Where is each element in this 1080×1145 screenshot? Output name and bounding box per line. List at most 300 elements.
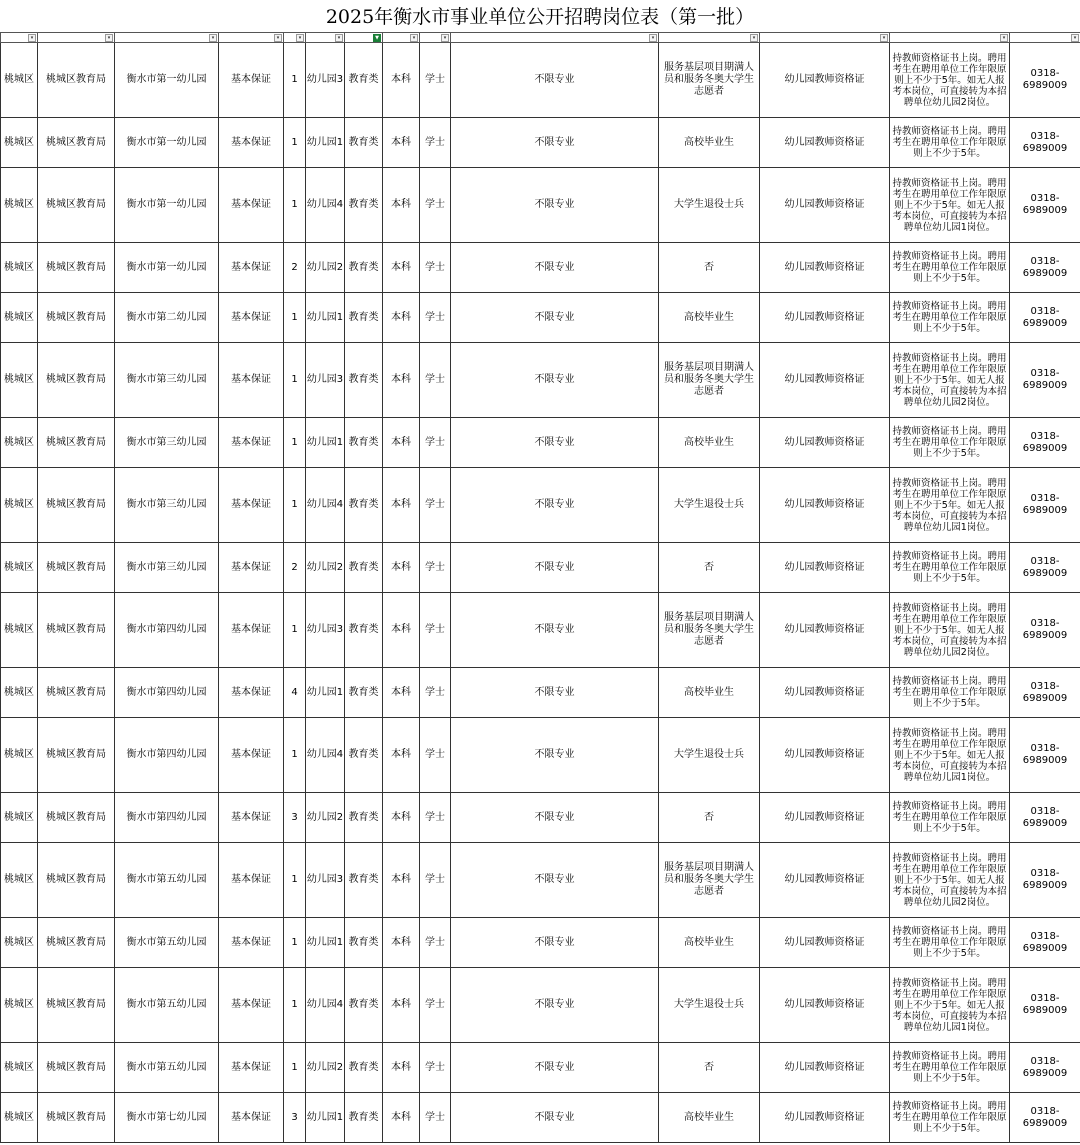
department-cell[interactable]: 桃城区教育局 bbox=[38, 718, 115, 793]
chevron-down-icon[interactable]: ▾ bbox=[1071, 34, 1079, 42]
post-cell[interactable]: 幼儿园1 bbox=[306, 418, 345, 468]
department-cell[interactable]: 桃城区教育局 bbox=[38, 468, 115, 543]
chevron-down-icon[interactable]: ▾ bbox=[296, 34, 304, 42]
certificate-cell[interactable]: 幼儿园教师资格证 bbox=[760, 168, 890, 243]
post-cell[interactable]: 幼儿园3 bbox=[306, 43, 345, 118]
phone-cell[interactable]: 0318-6989009 bbox=[1010, 968, 1080, 1043]
table-row bbox=[1, 593, 1080, 668]
table-row bbox=[1, 918, 1080, 968]
funding-cell[interactable]: 基本保证 bbox=[219, 468, 284, 543]
certificate-cell[interactable]: 幼儿园教师资格证 bbox=[760, 968, 890, 1043]
note-cell[interactable]: 持教师资格证书上岗。聘用考生在聘用单位工作年限原则上不少于5年。如无人报考本岗位，可直接转为本招聘单位幼儿园2岗位。 bbox=[890, 43, 1010, 118]
major-cell[interactable]: 不限专业 bbox=[451, 1093, 659, 1143]
district-cell[interactable]: 桃城区 bbox=[1, 1093, 38, 1143]
funding-cell[interactable]: 基本保证 bbox=[219, 343, 284, 418]
filter-cell bbox=[284, 33, 306, 43]
post-cell[interactable]: 幼儿园2 bbox=[306, 543, 345, 593]
funding-cell[interactable]: 基本保证 bbox=[219, 418, 284, 468]
chevron-down-icon[interactable]: ▾ bbox=[105, 34, 113, 42]
filter-cell bbox=[345, 33, 383, 43]
filter-cell bbox=[1, 33, 38, 43]
note-cell[interactable]: 持教师资格证书上岗。聘用考生在聘用单位工作年限原则上不少于5年。如无人报考本岗位，可直接转为本招聘单位幼儿园1岗位。 bbox=[890, 468, 1010, 543]
category-cell[interactable]: 教育类 bbox=[345, 168, 383, 243]
post-cell[interactable]: 幼儿园1 bbox=[306, 1093, 345, 1143]
department-cell[interactable]: 桃城区教育局 bbox=[38, 43, 115, 118]
phone-cell[interactable]: 0318-6989009 bbox=[1010, 168, 1080, 243]
table-row bbox=[1, 968, 1080, 1043]
unit-cell[interactable]: 衡水市第五幼儿园 bbox=[115, 968, 219, 1043]
chevron-down-icon[interactable]: ▾ bbox=[750, 34, 758, 42]
job-table bbox=[0, 32, 1080, 1143]
table-row bbox=[1, 43, 1080, 118]
education-cell[interactable]: 本科 bbox=[383, 843, 420, 918]
major-cell[interactable]: 不限专业 bbox=[451, 793, 659, 843]
post-cell[interactable]: 幼儿园1 bbox=[306, 293, 345, 343]
unit-cell[interactable]: 衡水市第三幼儿园 bbox=[115, 468, 219, 543]
table-row bbox=[1, 1093, 1080, 1143]
preference-cell[interactable]: 高校毕业生 bbox=[659, 118, 760, 168]
department-cell[interactable]: 桃城区教育局 bbox=[38, 243, 115, 293]
category-cell[interactable]: 教育类 bbox=[345, 1043, 383, 1093]
education-cell[interactable]: 本科 bbox=[383, 718, 420, 793]
department-cell[interactable]: 桃城区教育局 bbox=[38, 1043, 115, 1093]
degree-cell[interactable]: 学士 bbox=[420, 468, 451, 543]
degree-cell[interactable]: 学士 bbox=[420, 1043, 451, 1093]
funding-cell[interactable]: 基本保证 bbox=[219, 793, 284, 843]
count-cell[interactable]: 1 bbox=[284, 118, 306, 168]
certificate-cell[interactable]: 幼儿园教师资格证 bbox=[760, 918, 890, 968]
unit-cell[interactable]: 衡水市第一幼儿园 bbox=[115, 243, 219, 293]
education-cell[interactable]: 本科 bbox=[383, 418, 420, 468]
district-cell[interactable]: 桃城区 bbox=[1, 793, 38, 843]
education-cell[interactable]: 本科 bbox=[383, 918, 420, 968]
certificate-cell[interactable]: 幼儿园教师资格证 bbox=[760, 593, 890, 668]
post-cell[interactable]: 幼儿园3 bbox=[306, 593, 345, 668]
count-cell[interactable]: 1 bbox=[284, 293, 306, 343]
education-cell[interactable]: 本科 bbox=[383, 793, 420, 843]
major-cell[interactable]: 不限专业 bbox=[451, 1043, 659, 1093]
table-row bbox=[1, 168, 1080, 243]
district-cell[interactable]: 桃城区 bbox=[1, 843, 38, 918]
degree-cell[interactable]: 学士 bbox=[420, 793, 451, 843]
education-cell[interactable]: 本科 bbox=[383, 468, 420, 543]
funding-cell[interactable]: 基本保证 bbox=[219, 668, 284, 718]
department-cell[interactable]: 桃城区教育局 bbox=[38, 293, 115, 343]
education-cell[interactable]: 本科 bbox=[383, 168, 420, 243]
major-cell[interactable]: 不限专业 bbox=[451, 918, 659, 968]
education-cell[interactable]: 本科 bbox=[383, 1093, 420, 1143]
filter-cell bbox=[115, 33, 219, 43]
unit-cell[interactable]: 衡水市第一幼儿园 bbox=[115, 168, 219, 243]
phone-cell[interactable]: 0318-6989009 bbox=[1010, 43, 1080, 118]
chevron-down-icon[interactable]: ▾ bbox=[274, 34, 282, 42]
certificate-cell[interactable]: 幼儿园教师资格证 bbox=[760, 293, 890, 343]
unit-cell[interactable]: 衡水市第三幼儿园 bbox=[115, 343, 219, 418]
preference-cell[interactable]: 否 bbox=[659, 1043, 760, 1093]
education-cell[interactable]: 本科 bbox=[383, 1043, 420, 1093]
note-cell[interactable]: 持教师资格证书上岗。聘用考生在聘用单位工作年限原则上不少于5年。如无人报考本岗位，可直接转为本招聘单位幼儿园2岗位。 bbox=[890, 343, 1010, 418]
phone-cell[interactable]: 0318-6989009 bbox=[1010, 343, 1080, 418]
note-cell[interactable]: 持教师资格证书上岗。聘用考生在聘用单位工作年限原则上不少于5年。 bbox=[890, 918, 1010, 968]
preference-cell[interactable]: 大学生退役士兵 bbox=[659, 718, 760, 793]
post-cell[interactable]: 幼儿园4 bbox=[306, 468, 345, 543]
certificate-cell[interactable]: 幼儿园教师资格证 bbox=[760, 468, 890, 543]
phone-cell[interactable]: 0318-6989009 bbox=[1010, 918, 1080, 968]
filter-row bbox=[1, 33, 1080, 43]
filter-cell bbox=[659, 33, 760, 43]
preference-cell[interactable]: 高校毕业生 bbox=[659, 918, 760, 968]
post-cell[interactable]: 幼儿园1 bbox=[306, 118, 345, 168]
post-cell[interactable]: 幼儿园1 bbox=[306, 668, 345, 718]
major-cell[interactable]: 不限专业 bbox=[451, 168, 659, 243]
preference-cell[interactable]: 高校毕业生 bbox=[659, 668, 760, 718]
district-cell[interactable]: 桃城区 bbox=[1, 918, 38, 968]
major-cell[interactable]: 不限专业 bbox=[451, 718, 659, 793]
table-row bbox=[1, 468, 1080, 543]
degree-cell[interactable]: 学士 bbox=[420, 1093, 451, 1143]
funding-cell[interactable]: 基本保证 bbox=[219, 593, 284, 668]
filter-cell bbox=[306, 33, 345, 43]
phone-cell[interactable]: 0318-6989009 bbox=[1010, 718, 1080, 793]
district-cell[interactable]: 桃城区 bbox=[1, 343, 38, 418]
table-row bbox=[1, 418, 1080, 468]
post-cell[interactable]: 幼儿园2 bbox=[306, 1043, 345, 1093]
phone-cell[interactable]: 0318-6989009 bbox=[1010, 543, 1080, 593]
preference-cell[interactable]: 高校毕业生 bbox=[659, 418, 760, 468]
degree-cell[interactable]: 学士 bbox=[420, 118, 451, 168]
degree-cell[interactable]: 学士 bbox=[420, 593, 451, 668]
unit-cell[interactable]: 衡水市第四幼儿园 bbox=[115, 793, 219, 843]
funding-cell[interactable]: 基本保证 bbox=[219, 1093, 284, 1143]
chevron-down-icon[interactable]: ▾ bbox=[649, 34, 657, 42]
count-cell[interactable]: 1 bbox=[284, 843, 306, 918]
district-cell[interactable]: 桃城区 bbox=[1, 293, 38, 343]
chevron-down-icon[interactable]: ▾ bbox=[209, 34, 217, 42]
post-cell[interactable]: 幼儿园3 bbox=[306, 343, 345, 418]
district-cell[interactable]: 桃城区 bbox=[1, 668, 38, 718]
major-cell[interactable]: 不限专业 bbox=[451, 118, 659, 168]
note-cell[interactable]: 持教师资格证书上岗。聘用考生在聘用单位工作年限原则上不少于5年。 bbox=[890, 243, 1010, 293]
category-cell[interactable]: 教育类 bbox=[345, 843, 383, 918]
phone-cell[interactable]: 0318-6989009 bbox=[1010, 243, 1080, 293]
preference-cell[interactable]: 否 bbox=[659, 793, 760, 843]
district-cell[interactable]: 桃城区 bbox=[1, 718, 38, 793]
unit-cell[interactable]: 衡水市第三幼儿园 bbox=[115, 418, 219, 468]
education-cell[interactable]: 本科 bbox=[383, 593, 420, 668]
preference-cell[interactable]: 大学生退役士兵 bbox=[659, 468, 760, 543]
district-cell[interactable]: 桃城区 bbox=[1, 1043, 38, 1093]
degree-cell[interactable]: 学士 bbox=[420, 918, 451, 968]
filter-cell bbox=[420, 33, 451, 43]
funding-cell[interactable]: 基本保证 bbox=[219, 293, 284, 343]
category-cell[interactable]: 教育类 bbox=[345, 543, 383, 593]
degree-cell[interactable]: 学士 bbox=[420, 668, 451, 718]
count-cell[interactable]: 1 bbox=[284, 718, 306, 793]
unit-cell[interactable]: 衡水市第五幼儿园 bbox=[115, 918, 219, 968]
unit-cell[interactable]: 衡水市第三幼儿园 bbox=[115, 543, 219, 593]
preference-cell[interactable]: 高校毕业生 bbox=[659, 1093, 760, 1143]
certificate-cell[interactable]: 幼儿园教师资格证 bbox=[760, 718, 890, 793]
note-cell[interactable]: 持教师资格证书上岗。聘用考生在聘用单位工作年限原则上不少于5年。如无人报考本岗位，可直接转为本招聘单位幼儿园1岗位。 bbox=[890, 968, 1010, 1043]
count-cell[interactable]: 1 bbox=[284, 43, 306, 118]
department-cell[interactable]: 桃城区教育局 bbox=[38, 343, 115, 418]
category-cell[interactable]: 教育类 bbox=[345, 118, 383, 168]
filter-cell bbox=[38, 33, 115, 43]
degree-cell[interactable]: 学士 bbox=[420, 243, 451, 293]
table-row bbox=[1, 793, 1080, 843]
post-cell[interactable]: 幼儿园4 bbox=[306, 718, 345, 793]
unit-cell[interactable]: 衡水市第二幼儿园 bbox=[115, 293, 219, 343]
count-cell[interactable]: 1 bbox=[284, 418, 306, 468]
unit-cell[interactable]: 衡水市第四幼儿园 bbox=[115, 668, 219, 718]
education-cell[interactable]: 本科 bbox=[383, 118, 420, 168]
preference-cell[interactable]: 高校毕业生 bbox=[659, 293, 760, 343]
major-cell[interactable]: 不限专业 bbox=[451, 418, 659, 468]
degree-cell[interactable]: 学士 bbox=[420, 293, 451, 343]
category-cell[interactable]: 教育类 bbox=[345, 418, 383, 468]
unit-cell[interactable]: 衡水市第五幼儿园 bbox=[115, 1043, 219, 1093]
department-cell[interactable]: 桃城区教育局 bbox=[38, 1093, 115, 1143]
table-row bbox=[1, 343, 1080, 418]
count-cell[interactable]: 1 bbox=[284, 968, 306, 1043]
preference-cell[interactable]: 大学生退役士兵 bbox=[659, 968, 760, 1043]
preference-cell[interactable]: 否 bbox=[659, 543, 760, 593]
note-cell[interactable]: 持教师资格证书上岗。聘用考生在聘用单位工作年限原则上不少于5年。 bbox=[890, 668, 1010, 718]
unit-cell[interactable]: 衡水市第七幼儿园 bbox=[115, 1093, 219, 1143]
certificate-cell[interactable]: 幼儿园教师资格证 bbox=[760, 1043, 890, 1093]
phone-cell[interactable]: 0318-6989009 bbox=[1010, 1043, 1080, 1093]
filter-cell bbox=[1010, 33, 1080, 43]
major-cell[interactable]: 不限专业 bbox=[451, 293, 659, 343]
major-cell[interactable]: 不限专业 bbox=[451, 343, 659, 418]
district-cell[interactable]: 桃城区 bbox=[1, 243, 38, 293]
degree-cell[interactable]: 学士 bbox=[420, 843, 451, 918]
post-cell[interactable]: 幼儿园1 bbox=[306, 918, 345, 968]
major-cell[interactable]: 不限专业 bbox=[451, 543, 659, 593]
unit-cell[interactable]: 衡水市第四幼儿园 bbox=[115, 593, 219, 668]
post-cell[interactable]: 幼儿园4 bbox=[306, 168, 345, 243]
certificate-cell[interactable]: 幼儿园教师资格证 bbox=[760, 1093, 890, 1143]
category-cell[interactable]: 教育类 bbox=[345, 43, 383, 118]
note-cell[interactable]: 持教师资格证书上岗。聘用考生在聘用单位工作年限原则上不少于5年。如无人报考本岗位，可直接转为本招聘单位幼儿园1岗位。 bbox=[890, 718, 1010, 793]
preference-cell[interactable]: 服务基层项目期满人员和服务冬奥大学生志愿者 bbox=[659, 43, 760, 118]
certificate-cell[interactable]: 幼儿园教师资格证 bbox=[760, 418, 890, 468]
phone-cell[interactable]: 0318-6989009 bbox=[1010, 468, 1080, 543]
degree-cell[interactable]: 学士 bbox=[420, 543, 451, 593]
table-row bbox=[1, 118, 1080, 168]
category-cell[interactable]: 教育类 bbox=[345, 593, 383, 668]
count-cell[interactable]: 1 bbox=[284, 1043, 306, 1093]
preference-cell[interactable]: 大学生退役士兵 bbox=[659, 168, 760, 243]
chevron-down-icon[interactable]: ▾ bbox=[335, 34, 343, 42]
category-cell[interactable]: 教育类 bbox=[345, 668, 383, 718]
preference-cell[interactable]: 服务基层项目期满人员和服务冬奥大学生志愿者 bbox=[659, 843, 760, 918]
major-cell[interactable]: 不限专业 bbox=[451, 968, 659, 1043]
major-cell[interactable]: 不限专业 bbox=[451, 843, 659, 918]
funding-cell[interactable]: 基本保证 bbox=[219, 843, 284, 918]
district-cell[interactable]: 桃城区 bbox=[1, 593, 38, 668]
funding-cell[interactable]: 基本保证 bbox=[219, 168, 284, 243]
phone-cell[interactable]: 0318-6989009 bbox=[1010, 593, 1080, 668]
certificate-cell[interactable]: 幼儿园教师资格证 bbox=[760, 118, 890, 168]
category-cell[interactable]: 教育类 bbox=[345, 468, 383, 543]
certificate-cell[interactable]: 幼儿园教师资格证 bbox=[760, 43, 890, 118]
note-cell[interactable]: 持教师资格证书上岗。聘用考生在聘用单位工作年限原则上不少于5年。如无人报考本岗位，可直接转为本招聘单位幼儿园2岗位。 bbox=[890, 593, 1010, 668]
table-row bbox=[1, 843, 1080, 918]
unit-cell[interactable]: 衡水市第五幼儿园 bbox=[115, 843, 219, 918]
category-cell[interactable]: 教育类 bbox=[345, 293, 383, 343]
phone-cell[interactable]: 0318-6989009 bbox=[1010, 418, 1080, 468]
table-row bbox=[1, 1043, 1080, 1093]
district-cell[interactable]: 桃城区 bbox=[1, 168, 38, 243]
note-cell[interactable]: 持教师资格证书上岗。聘用考生在聘用单位工作年限原则上不少于5年。 bbox=[890, 118, 1010, 168]
chevron-down-icon[interactable]: ▾ bbox=[28, 34, 36, 42]
count-cell[interactable]: 1 bbox=[284, 343, 306, 418]
education-cell[interactable]: 本科 bbox=[383, 668, 420, 718]
note-cell[interactable]: 持教师资格证书上岗。聘用考生在聘用单位工作年限原则上不少于5年。如无人报考本岗位，可直接转为本招聘单位幼儿园1岗位。 bbox=[890, 168, 1010, 243]
note-cell[interactable]: 持教师资格证书上岗。聘用考生在聘用单位工作年限原则上不少于5年。 bbox=[890, 793, 1010, 843]
phone-cell[interactable]: 0318-6989009 bbox=[1010, 293, 1080, 343]
phone-cell[interactable]: 0318-6989009 bbox=[1010, 668, 1080, 718]
education-cell[interactable]: 本科 bbox=[383, 968, 420, 1043]
major-cell[interactable]: 不限专业 bbox=[451, 243, 659, 293]
filter-cell bbox=[760, 33, 890, 43]
degree-cell[interactable]: 学士 bbox=[420, 43, 451, 118]
phone-cell[interactable]: 0318-6989009 bbox=[1010, 793, 1080, 843]
department-cell[interactable]: 桃城区教育局 bbox=[38, 593, 115, 668]
category-cell[interactable]: 教育类 bbox=[345, 968, 383, 1043]
post-cell[interactable]: 幼儿园4 bbox=[306, 968, 345, 1043]
district-cell[interactable]: 桃城区 bbox=[1, 968, 38, 1043]
funding-cell[interactable]: 基本保证 bbox=[219, 243, 284, 293]
district-cell[interactable]: 桃城区 bbox=[1, 418, 38, 468]
education-cell[interactable]: 本科 bbox=[383, 243, 420, 293]
department-cell[interactable]: 桃城区教育局 bbox=[38, 668, 115, 718]
preference-cell[interactable]: 服务基层项目期满人员和服务冬奥大学生志愿者 bbox=[659, 593, 760, 668]
funding-cell[interactable]: 基本保证 bbox=[219, 968, 284, 1043]
district-cell[interactable]: 桃城区 bbox=[1, 543, 38, 593]
major-cell[interactable]: 不限专业 bbox=[451, 593, 659, 668]
department-cell[interactable]: 桃城区教育局 bbox=[38, 918, 115, 968]
note-cell[interactable]: 持教师资格证书上岗。聘用考生在聘用单位工作年限原则上不少于5年。 bbox=[890, 543, 1010, 593]
count-cell[interactable]: 1 bbox=[284, 468, 306, 543]
filter-cell bbox=[451, 33, 659, 43]
count-cell[interactable]: 3 bbox=[284, 1093, 306, 1143]
department-cell[interactable]: 桃城区教育局 bbox=[38, 118, 115, 168]
degree-cell[interactable]: 学士 bbox=[420, 168, 451, 243]
phone-cell[interactable]: 0318-6989009 bbox=[1010, 118, 1080, 168]
certificate-cell[interactable]: 幼儿园教师资格证 bbox=[760, 668, 890, 718]
count-cell[interactable]: 2 bbox=[284, 543, 306, 593]
category-cell[interactable]: 教育类 bbox=[345, 1093, 383, 1143]
district-cell[interactable]: 桃城区 bbox=[1, 43, 38, 118]
funding-cell[interactable]: 基本保证 bbox=[219, 543, 284, 593]
chevron-down-icon[interactable]: ▾ bbox=[441, 34, 449, 42]
table-row bbox=[1, 293, 1080, 343]
post-cell[interactable]: 幼儿园2 bbox=[306, 793, 345, 843]
note-cell[interactable]: 持教师资格证书上岗。聘用考生在聘用单位工作年限原则上不少于5年。如无人报考本岗位，可直接转为本招聘单位幼儿园2岗位。 bbox=[890, 843, 1010, 918]
table-row bbox=[1, 543, 1080, 593]
chevron-down-icon[interactable]: ▾ bbox=[410, 34, 418, 42]
funding-cell[interactable]: 基本保证 bbox=[219, 118, 284, 168]
count-cell[interactable]: 4 bbox=[284, 668, 306, 718]
preference-cell[interactable]: 否 bbox=[659, 243, 760, 293]
phone-cell[interactable]: 0318-6989009 bbox=[1010, 843, 1080, 918]
major-cell[interactable]: 不限专业 bbox=[451, 668, 659, 718]
department-cell[interactable]: 桃城区教育局 bbox=[38, 843, 115, 918]
funding-cell[interactable]: 基本保证 bbox=[219, 43, 284, 118]
major-cell[interactable]: 不限专业 bbox=[451, 468, 659, 543]
district-cell[interactable]: 桃城区 bbox=[1, 468, 38, 543]
table-row bbox=[1, 668, 1080, 718]
degree-cell[interactable]: 学士 bbox=[420, 418, 451, 468]
education-cell[interactable]: 本科 bbox=[383, 543, 420, 593]
degree-cell[interactable]: 学士 bbox=[420, 343, 451, 418]
certificate-cell[interactable]: 幼儿园教师资格证 bbox=[760, 543, 890, 593]
unit-cell[interactable]: 衡水市第一幼儿园 bbox=[115, 43, 219, 118]
chevron-down-icon[interactable]: ▾ bbox=[1000, 34, 1008, 42]
unit-cell[interactable]: 衡水市第一幼儿园 bbox=[115, 118, 219, 168]
filter-cell bbox=[383, 33, 420, 43]
department-cell[interactable]: 桃城区教育局 bbox=[38, 168, 115, 243]
major-cell[interactable]: 不限专业 bbox=[451, 43, 659, 118]
category-cell[interactable]: 教育类 bbox=[345, 243, 383, 293]
count-cell[interactable]: 2 bbox=[284, 243, 306, 293]
degree-cell[interactable]: 学士 bbox=[420, 718, 451, 793]
funding-cell[interactable]: 基本保证 bbox=[219, 918, 284, 968]
category-cell[interactable]: 教育类 bbox=[345, 918, 383, 968]
sheet-title: 2025年衡水市事业单位公开招聘岗位表（第一批） bbox=[325, 6, 755, 28]
filter-active-icon[interactable]: ▼ bbox=[373, 34, 381, 42]
filter-cell bbox=[219, 33, 284, 43]
post-cell[interactable]: 幼儿园3 bbox=[306, 843, 345, 918]
phone-cell[interactable]: 0318-6989009 bbox=[1010, 1093, 1080, 1143]
note-cell[interactable]: 持教师资格证书上岗。聘用考生在聘用单位工作年限原则上不少于5年。 bbox=[890, 418, 1010, 468]
category-cell[interactable]: 教育类 bbox=[345, 343, 383, 418]
department-cell[interactable]: 桃城区教育局 bbox=[38, 543, 115, 593]
count-cell[interactable]: 1 bbox=[284, 168, 306, 243]
count-cell[interactable]: 1 bbox=[284, 918, 306, 968]
certificate-cell[interactable]: 幼儿园教师资格证 bbox=[760, 843, 890, 918]
department-cell[interactable]: 桃城区教育局 bbox=[38, 968, 115, 1043]
filter-cell bbox=[890, 33, 1010, 43]
department-cell[interactable]: 桃城区教育局 bbox=[38, 793, 115, 843]
district-cell[interactable]: 桃城区 bbox=[1, 118, 38, 168]
certificate-cell[interactable]: 幼儿园教师资格证 bbox=[760, 793, 890, 843]
count-cell[interactable]: 1 bbox=[284, 593, 306, 668]
degree-cell[interactable]: 学士 bbox=[420, 968, 451, 1043]
department-cell[interactable]: 桃城区教育局 bbox=[38, 418, 115, 468]
certificate-cell[interactable]: 幼儿园教师资格证 bbox=[760, 343, 890, 418]
post-cell[interactable]: 幼儿园2 bbox=[306, 243, 345, 293]
note-cell[interactable]: 持教师资格证书上岗。聘用考生在聘用单位工作年限原则上不少于5年。 bbox=[890, 1093, 1010, 1143]
certificate-cell[interactable]: 幼儿园教师资格证 bbox=[760, 243, 890, 293]
education-cell[interactable]: 本科 bbox=[383, 43, 420, 118]
chevron-down-icon[interactable]: ▾ bbox=[880, 34, 888, 42]
category-cell[interactable]: 教育类 bbox=[345, 793, 383, 843]
preference-cell[interactable]: 服务基层项目期满人员和服务冬奥大学生志愿者 bbox=[659, 343, 760, 418]
count-cell[interactable]: 3 bbox=[284, 793, 306, 843]
education-cell[interactable]: 本科 bbox=[383, 293, 420, 343]
category-cell[interactable]: 教育类 bbox=[345, 718, 383, 793]
funding-cell[interactable]: 基本保证 bbox=[219, 718, 284, 793]
funding-cell[interactable]: 基本保证 bbox=[219, 1043, 284, 1093]
education-cell[interactable]: 本科 bbox=[383, 343, 420, 418]
note-cell[interactable]: 持教师资格证书上岗。聘用考生在聘用单位工作年限原则上不少于5年。 bbox=[890, 1043, 1010, 1093]
unit-cell[interactable]: 衡水市第四幼儿园 bbox=[115, 718, 219, 793]
table-row bbox=[1, 718, 1080, 793]
note-cell[interactable]: 持教师资格证书上岗。聘用考生在聘用单位工作年限原则上不少于5年。 bbox=[890, 293, 1010, 343]
